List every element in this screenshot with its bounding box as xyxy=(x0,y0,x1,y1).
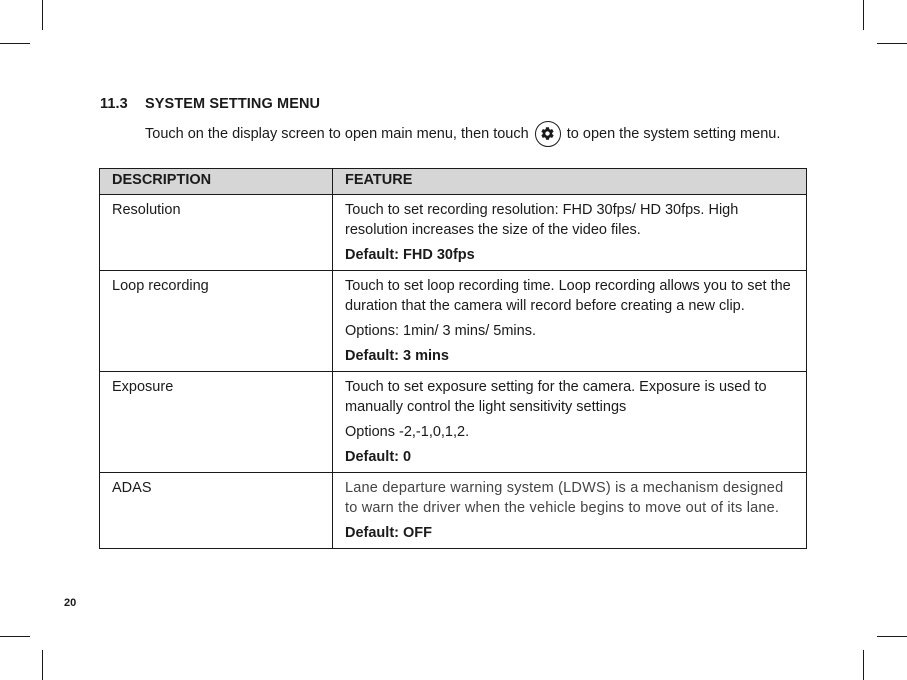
settings-table xyxy=(99,168,807,549)
crop-mark xyxy=(877,636,907,637)
table-row xyxy=(100,195,807,271)
intro-text: Touch on the display screen to open main menu, then touch xyxy=(145,126,529,142)
column-header-description: DESCRIPTION xyxy=(100,169,333,195)
table-header-row xyxy=(100,169,807,195)
setting-feature xyxy=(333,271,807,372)
default-value: Default: 3 mins xyxy=(345,348,449,364)
feature-text: Touch to set loop recording time. Loop recording allows you to set the duration that the camera will record before creating a new clip. xyxy=(345,278,791,314)
setting-name: Loop recording xyxy=(100,271,333,372)
crop-mark xyxy=(0,636,30,637)
crop-mark xyxy=(863,0,864,30)
feature-text: Touch to set recording resolution: FHD 30fps/ HD 30fps. High resolution increases the size of the video files. xyxy=(345,202,739,238)
setting-name: ADAS xyxy=(100,473,333,549)
gear-icon xyxy=(535,121,561,147)
default-value: Default: 0 xyxy=(345,449,412,465)
crop-mark xyxy=(863,650,864,680)
table-row xyxy=(100,473,807,549)
table-row xyxy=(100,372,807,473)
feature-text: Lane departure warning system (LDWS) is a mechanism designed to warn the driver when the vehicle begins to move out of its lane. xyxy=(345,480,784,516)
crop-mark xyxy=(42,0,43,30)
setting-feature xyxy=(333,195,807,271)
table-row xyxy=(100,271,807,372)
intro-paragraph xyxy=(145,121,810,147)
feature-options: Options: 1min/ 3 mins/ 5mins. xyxy=(345,323,536,339)
setting-name: Exposure xyxy=(100,372,333,473)
setting-feature xyxy=(333,372,807,473)
default-value: Default: FHD 30fps xyxy=(345,247,475,263)
setting-feature xyxy=(333,473,807,549)
default-value: Default: OFF xyxy=(345,525,432,541)
crop-mark xyxy=(877,43,907,44)
section-heading xyxy=(100,96,320,112)
feature-options: Options -2,-1,0,1,2. xyxy=(345,424,470,440)
crop-mark xyxy=(42,650,43,680)
column-header-feature: FEATURE xyxy=(333,169,807,195)
setting-name: Resolution xyxy=(100,195,333,271)
crop-mark xyxy=(0,43,30,44)
section-number: 11.3 xyxy=(100,96,128,112)
intro-text: to open the system setting menu. xyxy=(566,126,781,142)
section-title: SYSTEM SETTING MENU xyxy=(145,96,321,112)
page-number: 20 xyxy=(64,597,77,609)
feature-text: Touch to set exposure setting for the camera. Exposure is used to manually control the light sensitivity settings xyxy=(345,379,767,415)
